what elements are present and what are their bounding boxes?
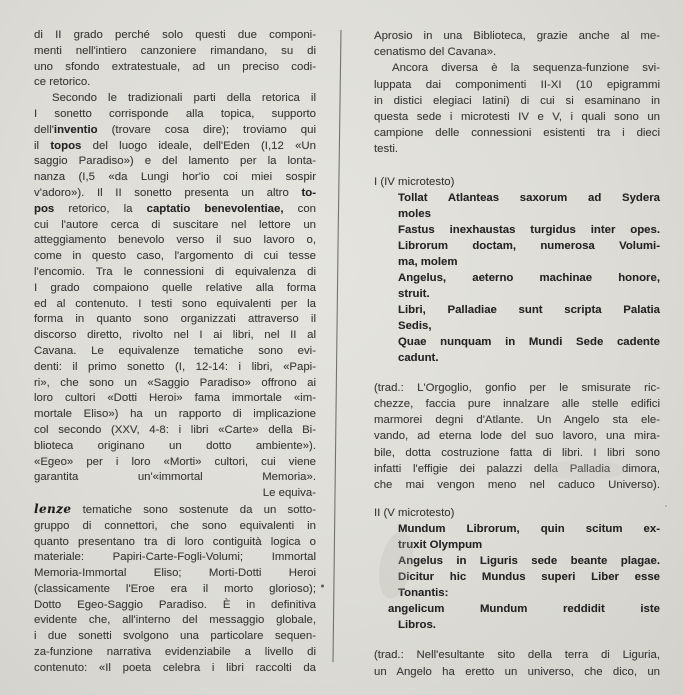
text-segment: discorso diretto, rivolto nel I ai libri, nel II al — [34, 329, 316, 342]
text-segment: Ancora diversa è la sequenza-funzione svi- — [392, 62, 660, 75]
text-block — [34, 28, 316, 677]
text-segment: saggio Paradiso») e del lamento per la lonta- — [34, 155, 316, 168]
text-segment: cui l'autore cerca di suscitare nel lettore un — [34, 218, 316, 231]
text-segment: i due sonetti svolgono una particolare sequen- — [34, 630, 316, 643]
text-segment: gruppo di connettori, che sono equivalenti in — [34, 519, 316, 532]
ink-speck — [665, 505, 667, 507]
text-line — [34, 170, 316, 186]
text-line — [34, 281, 316, 297]
text-segment: denti: il primo sonetto (I, 12-14: i libri, «Papi- — [34, 360, 316, 373]
text-segment: in distici elegiaci latini) di cui si esaminano in — [374, 94, 660, 107]
text-segment: garantita un'«immortal Memoria». — [34, 471, 316, 484]
text-line — [374, 93, 660, 109]
text-segment: di II grado perché solo questi due componi- — [34, 29, 316, 41]
text-line — [34, 519, 316, 535]
text-line — [34, 360, 316, 376]
text-segment: (trovare cosa dire); troviamo qui — [97, 123, 316, 136]
text-segment: chezze, faccia pure innalzare alle stelle edifici — [374, 398, 660, 411]
text-line — [34, 455, 316, 471]
text-segment: loro cultori «Dotti Heroi» fama immortale «im- — [34, 392, 316, 405]
text-line — [374, 505, 660, 521]
text-segment: del luogo ideale, dell'Eden (I,12 «Un — [81, 139, 316, 152]
text-line — [374, 380, 660, 396]
text-segment: menti nell'intiero canzoniere rimandano, su di — [34, 44, 316, 57]
text-line — [34, 233, 316, 249]
text-line — [374, 569, 660, 585]
text-segment: Dicitur hic Mundus superi Liber esse — [398, 571, 660, 584]
text-segment: Librorum doctam, numerosa Volumi- — [398, 239, 660, 252]
text-line — [34, 439, 316, 455]
text-segment: v'adoro»). Il II sonetto presenta un altro — [34, 186, 302, 199]
text-line — [34, 598, 316, 614]
text-segment: (trad.: L'Orgoglio, gonfio per le smisurate ric- — [374, 381, 660, 394]
text-line — [374, 174, 660, 190]
text-segment: questa sede i microtesti IV e V, i quali sono un — [374, 111, 660, 124]
text-line — [34, 550, 316, 566]
text-block — [374, 190, 660, 366]
text-segment: angelicum Mundum reddidit iste — [388, 603, 660, 616]
text-segment: topos — [50, 139, 82, 152]
text-line — [374, 477, 660, 493]
text-line — [34, 328, 316, 344]
text-segment: Dotto Egeo-Saggio Paradiso. È in definitiva — [34, 598, 316, 611]
text-line — [34, 582, 316, 598]
text-segment: (classicamente l'Eroe era il morto glorioso); — [34, 582, 316, 595]
text-segment: Secondo le tradizionali parti della retorica il — [52, 92, 316, 105]
text-line — [374, 521, 660, 537]
text-segment: testi. — [374, 143, 399, 156]
text-line — [34, 107, 316, 123]
text-line — [34, 75, 316, 91]
text-line — [374, 286, 660, 302]
text-line — [34, 218, 316, 234]
text-line — [374, 585, 660, 601]
text-segment: luppata dai componimenti II-XI (10 epigrammi — [374, 78, 660, 91]
text-segment: to- — [301, 186, 316, 199]
text-block — [374, 521, 660, 633]
text-segment: ce retorico. — [34, 76, 91, 89]
text-segment: Tonantis: — [398, 587, 449, 600]
text-line — [34, 391, 316, 407]
text-line — [374, 334, 660, 350]
text-segment: ri», che sono un «Saggio Paradiso» offrono ai — [34, 376, 316, 389]
text-segment: nanza (I,5 «da Lungi hor'io coi miei sospir — [34, 171, 316, 184]
text-line — [34, 470, 316, 486]
text-segment: Angelus, aeterno machinae honore, — [398, 271, 660, 284]
text-line — [374, 270, 660, 286]
text-segment: Libros. — [398, 619, 436, 632]
text-segment: Angelus in Liguris sede beante plagae. — [398, 555, 660, 568]
text-segment: mortale Eliso») ha un rapporto di implicazione — [34, 408, 316, 421]
text-segment: un Angelo ha eretto un universo, che dico, un — [374, 665, 660, 678]
text-segment: pos — [34, 202, 55, 215]
text-segment: cenatismo del Cavana». — [374, 46, 497, 59]
right-column — [374, 28, 660, 680]
text-segment: ma, molem — [398, 255, 458, 268]
text-segment: struit. — [398, 287, 430, 300]
text-segment: infatti l'effigie dei palazzi della Palladia dimora, — [374, 462, 660, 475]
text-line — [34, 139, 316, 155]
text-block — [374, 380, 660, 493]
text-line — [34, 186, 316, 202]
text-line — [374, 428, 660, 444]
text-segment: inventio — [53, 123, 98, 136]
text-segment: campione delle connessioni esistenti tra i dieci — [374, 127, 660, 140]
text-segment: Cavana. Le equivalenze tematiche sono evi- — [34, 344, 316, 357]
text-line — [374, 553, 660, 569]
text-line — [34, 60, 316, 76]
text-line — [34, 645, 316, 661]
text-segment: «Egeo» per i loro «Morti» cultori, cui viene — [34, 455, 316, 468]
text-segment: Aprosio in una Biblioteca, grazie anche al me- — [374, 30, 660, 42]
text-segment: quanto presentano tra di loro contiguità logica o — [34, 535, 316, 548]
text-segment: l'encomio. Tra le connessioni di equivalenza di — [34, 265, 316, 278]
text-segment: ed al contenuto. I testi sono equivalenti per la — [34, 297, 316, 310]
text-segment: Tollat Atlanteas saxorum ad Sydera — [398, 191, 660, 204]
text-line — [374, 28, 660, 44]
text-line — [374, 412, 660, 428]
text-segment: vando, ad eterna lode del suo lavoro, una mira- — [374, 430, 660, 443]
text-segment: con — [283, 202, 317, 215]
text-line — [34, 629, 316, 645]
text-segment: forma in quanto sono organizzati attraverso il — [34, 313, 316, 326]
text-line — [34, 613, 316, 629]
text-line — [34, 28, 316, 44]
text-line — [374, 302, 660, 318]
text-segment: lenze — [34, 501, 72, 516]
text-line — [34, 202, 316, 218]
text-line — [374, 141, 660, 157]
text-block — [374, 28, 660, 158]
text-line — [34, 265, 316, 281]
text-line — [374, 44, 660, 60]
text-segment: Mundum Librorum, quin scitum ex- — [398, 523, 660, 536]
text-line — [34, 154, 316, 170]
text-segment: truxit Olympum — [398, 539, 483, 552]
text-segment: marmorei degni d'Atlante. Un Angelo sta ele- — [374, 414, 660, 427]
text-line — [374, 77, 660, 93]
text-segment: uno sfondo extratestuale, ad un preciso codi- — [34, 60, 316, 73]
text-line — [374, 109, 660, 125]
text-segment: Memoria-Immortal Eliso; Morti-Dotti Heroi — [34, 567, 316, 580]
text-segment: bile, dotta costruzione fatta di libri. I libri sono — [374, 446, 660, 459]
text-segment: Libri, Palladiae sunt scripta Palatia — [398, 303, 660, 316]
text-segment: materiale: Papiri-Carte-Fogli-Volumi; Immortal — [34, 551, 316, 564]
text-line — [34, 91, 316, 107]
text-line — [34, 344, 316, 360]
text-line — [374, 125, 660, 141]
text-line — [374, 190, 660, 206]
text-segment: (trad.: Nell'esultante sito della terra di Liguria, — [374, 649, 660, 662]
text-segment: captatio benevolentiae, — [146, 202, 284, 215]
text-segment: blioteca originano un dotto ambiente»). — [34, 439, 316, 452]
text-line — [34, 249, 316, 265]
text-line — [374, 537, 660, 553]
text-block — [374, 505, 660, 521]
text-segment: I sonetto corrisponde alla topica, supporto — [34, 107, 316, 120]
text-line — [34, 502, 316, 519]
text-segment: moles — [398, 207, 431, 220]
text-line — [374, 601, 660, 617]
text-segment: I grado compaiono quelle relative alla forma — [34, 281, 316, 294]
text-segment: col secondo (XXV, 4-8: i libri «Carte» della Bi- — [34, 423, 316, 436]
text-line — [34, 44, 316, 60]
text-line — [374, 350, 660, 366]
text-line — [34, 535, 316, 551]
text-segment: evidente che, all'interno del messaggio globale, — [34, 614, 316, 627]
text-line — [374, 60, 660, 76]
text-segment: come in questo caso, l'argomento di cui tesse — [34, 250, 316, 263]
left-column — [34, 28, 316, 677]
text-segment: II (V microtesto) — [374, 507, 455, 520]
text-line — [374, 461, 660, 477]
text-segment: Quae nunquam in Mundi Sede cadente — [398, 335, 660, 348]
text-segment: contenuto: «Il poeta celebra i libri raccolti da — [34, 661, 316, 674]
text-segment: che mai vengon meno nel caduco Universo). — [374, 479, 660, 492]
page-fold-line — [333, 30, 341, 662]
text-segment: I (IV microtesto) — [374, 175, 455, 188]
text-line — [374, 222, 660, 238]
text-line — [34, 486, 316, 502]
text-segment: retorico, la — [54, 202, 147, 215]
text-line — [374, 254, 660, 270]
text-line — [374, 647, 660, 663]
text-line — [374, 206, 660, 222]
text-segment: Fastus inexhaustas turgidus inter opes. — [398, 223, 660, 236]
text-segment: Sedis, — [398, 319, 432, 332]
text-segment: dell' — [34, 123, 54, 136]
text-segment: za-funzione narrativa evidenziabile a livello di — [34, 646, 316, 659]
text-line — [34, 423, 316, 439]
text-line — [34, 312, 316, 328]
text-segment: cadunt. — [398, 351, 439, 364]
text-block — [374, 647, 660, 679]
text-segment: atteggiamento benevolo verso il suo lavoro o, — [34, 234, 316, 247]
text-segment: Le equiva- — [262, 487, 316, 500]
text-line — [34, 376, 316, 392]
text-line — [374, 617, 660, 633]
text-line — [374, 318, 660, 334]
text-line — [34, 661, 316, 677]
text-segment: il — [34, 139, 51, 152]
text-line — [374, 664, 660, 680]
text-line — [34, 407, 316, 423]
text-line — [34, 123, 316, 139]
text-line — [374, 396, 660, 412]
text-line — [374, 238, 660, 254]
text-line — [34, 566, 316, 582]
text-line — [34, 297, 316, 313]
text-block — [374, 174, 660, 190]
text-segment: tematiche sono sostenute da un sotto- — [71, 503, 316, 516]
text-line — [374, 445, 660, 461]
ink-speck — [321, 585, 324, 588]
